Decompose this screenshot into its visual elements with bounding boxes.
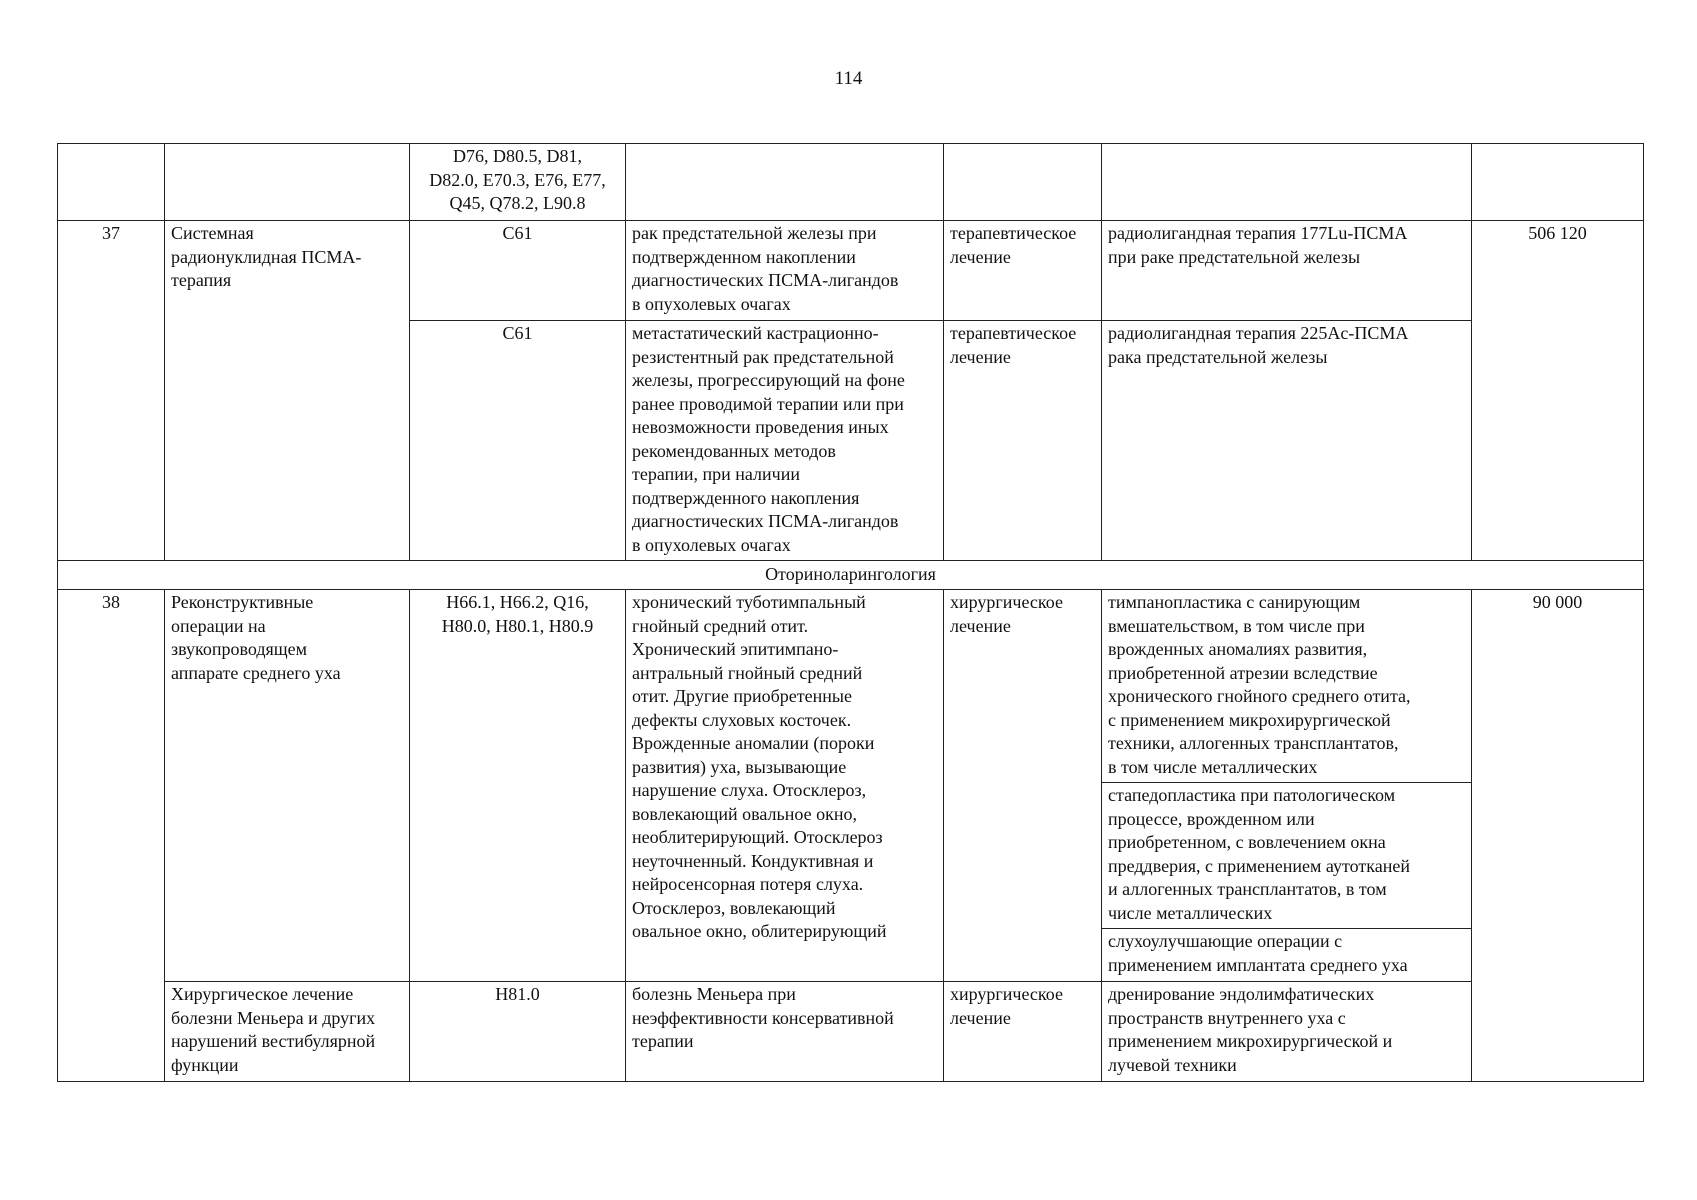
text-line: D76, D80.5, D81, — [453, 146, 582, 166]
table-row-continuation — [58, 144, 1644, 221]
text-line: антральный гнойный средний — [632, 662, 863, 683]
text-line: болезни Меньера и других — [171, 1007, 376, 1028]
text-line: отит. Другие приобретенные — [632, 686, 852, 706]
cell-name — [165, 590, 410, 982]
text-line: радионуклидная ПСМА- — [171, 246, 362, 267]
cell-method — [1102, 590, 1472, 783]
text-line: техники, аллогенных трансплантатов, — [1108, 733, 1399, 753]
text-line: лечение — [950, 246, 1011, 267]
cell-diagnosis — [626, 321, 944, 561]
text-line: хронический туботимпальный — [632, 592, 866, 612]
cell-codes: C61 — [410, 221, 626, 321]
text-line: процессе, врожденном или — [1108, 808, 1315, 829]
cell-method — [1102, 221, 1472, 321]
text-line: диагностических ПСМА-лигандов — [632, 511, 899, 531]
cell-number: 37 — [58, 221, 165, 561]
text-line: метастатический кастрационно- — [632, 323, 879, 343]
text-line: ранее проводимой терапии или при — [632, 393, 904, 414]
cell-diagnosis — [626, 982, 944, 1082]
cell-diagnosis — [626, 221, 944, 321]
text-line: Хронический эпитимпано- — [632, 639, 839, 659]
cell-price: 90 000 — [1472, 590, 1644, 1082]
text-line: дренирование эндолимфатических — [1108, 984, 1375, 1004]
text-line: аппарате среднего уха — [171, 662, 341, 683]
text-line: железы, прогрессирующий на фоне — [632, 370, 905, 390]
cell-name — [165, 144, 410, 221]
text-line: слухоулучшающие операции с — [1108, 931, 1343, 951]
text-line: Хирургическое лечение — [171, 984, 354, 1004]
services-table — [57, 143, 1644, 1082]
text-line: Q45, Q78.2, L90.8 — [449, 193, 586, 213]
text-line: нейросенсорная потеря слуха. — [632, 874, 864, 894]
text-line: терапия — [171, 270, 232, 290]
text-line: функции — [171, 1054, 239, 1075]
text-line: с применением микрохирургической — [1108, 709, 1391, 730]
text-line: операции на — [171, 615, 266, 636]
text-line: H80.0, H80.1, H80.9 — [441, 615, 594, 636]
text-line: лечение — [950, 346, 1011, 367]
text-line: H66.1, H66.2, Q16, — [446, 592, 589, 612]
text-line: врожденных аномалиях развития, — [1108, 639, 1368, 659]
text-line: дефекты слуховых косточек. — [632, 709, 852, 730]
section-title: Оториноларингология — [58, 561, 1644, 590]
text-line: терапии, при наличии — [632, 464, 800, 484]
section-row — [58, 561, 1644, 590]
text-line: лечение — [950, 615, 1011, 636]
cell-treatment-type — [944, 982, 1102, 1082]
text-line: необлитерирующий. Отосклероз — [632, 827, 883, 847]
text-line: терапевтическое — [950, 223, 1077, 243]
text-line: радиолигандная терапия 177Lu-ПСМА — [1108, 223, 1408, 243]
cell-method — [1102, 783, 1472, 929]
text-line: неэффективности консервативной — [632, 1007, 894, 1028]
text-line: хирургическое — [950, 592, 1063, 612]
cell-method — [1102, 321, 1472, 561]
cell-treatment-type — [944, 144, 1102, 221]
text-line: преддверия, с применением аутотканей — [1108, 855, 1410, 876]
cell-price — [1472, 144, 1644, 221]
cell-name — [165, 221, 410, 561]
cell-diagnosis — [626, 144, 944, 221]
text-line: в том числе металлических — [1108, 756, 1318, 777]
text-line: применением имплантата среднего уха — [1108, 954, 1408, 975]
text-line: резистентный рак предстательной — [632, 346, 894, 367]
text-line: приобретенном, с вовлечением окна — [1108, 832, 1386, 852]
text-line: развития) уха, вызывающие — [632, 756, 847, 777]
cell-number: 38 — [58, 590, 165, 1082]
text-line: в опухолевых очагах — [632, 293, 791, 314]
text-line: Системная — [171, 223, 254, 243]
text-line: Отосклероз, вовлекающий — [632, 897, 836, 918]
text-line: нарушение слуха. Отосклероз, — [632, 780, 867, 800]
cell-codes: H81.0 — [410, 982, 626, 1082]
text-line: при раке предстательной железы — [1108, 246, 1361, 267]
page-number: 114 — [834, 68, 863, 89]
table-row-38-meniere — [58, 982, 1644, 1082]
cell-codes — [410, 590, 626, 982]
table-row-37 — [58, 221, 1644, 321]
cell-method — [1102, 144, 1472, 221]
text-line: применением микрохирургической и — [1108, 1031, 1393, 1051]
text-line: болезнь Меньера при — [632, 984, 796, 1004]
cell-treatment-type — [944, 221, 1102, 321]
cell-treatment-type — [944, 321, 1102, 561]
text-line: хирургическое — [950, 984, 1063, 1004]
text-line: приобретенной атрезии вследствие — [1108, 662, 1378, 683]
text-line: рекомендованных методов — [632, 440, 836, 461]
text-line: диагностических ПСМА-лигандов — [632, 270, 899, 290]
text-line: хронического гнойного среднего отита, — [1108, 686, 1411, 706]
text-line: и аллогенных трансплантатов, в том — [1108, 879, 1387, 899]
text-line: пространств внутреннего уха с — [1108, 1007, 1346, 1028]
text-line: стапедопластика при патологическом — [1108, 785, 1396, 805]
text-line: подтвержденном накоплении — [632, 246, 856, 267]
text-line: вовлекающий овальное окно, — [632, 803, 857, 824]
text-line: подтвержденного накопления — [632, 487, 860, 508]
text-line: вмешательством, в том числе при — [1108, 615, 1365, 636]
text-line: радиолигандная терапия 225Ac-ПСМА — [1108, 323, 1409, 343]
cell-treatment-type — [944, 590, 1102, 982]
text-line: числе металлических — [1108, 902, 1273, 923]
cell-number — [58, 144, 165, 221]
table-row-38 — [58, 590, 1644, 783]
text-line: лучевой техники — [1108, 1054, 1237, 1075]
text-line: терапевтическое — [950, 323, 1077, 343]
text-line: звукопроводящем — [171, 639, 307, 659]
text-line: овальное окно, облитерирующий — [632, 921, 887, 941]
cell-method — [1102, 982, 1472, 1082]
text-line: Реконструктивные — [171, 592, 314, 612]
cell-diagnosis — [626, 590, 944, 982]
cell-name — [165, 982, 410, 1082]
cell-codes: C61 — [410, 321, 626, 561]
text-line: в опухолевых очагах — [632, 534, 791, 555]
text-line: Врожденные аномалии (пороки — [632, 733, 875, 753]
text-line: лечение — [950, 1007, 1011, 1028]
text-line: неуточненный. Кондуктивная и — [632, 850, 874, 871]
text-line: D82.0, E70.3, E76, E77, — [429, 169, 606, 190]
text-line: нарушений вестибулярной — [171, 1031, 376, 1051]
cell-method — [1102, 929, 1472, 982]
text-line: терапии — [632, 1031, 694, 1051]
cell-codes — [410, 144, 626, 221]
text-line: гнойный средний отит. — [632, 615, 809, 636]
text-line: рака предстательной железы — [1108, 346, 1328, 367]
text-line: тимпанопластика с санирующим — [1108, 592, 1361, 612]
cell-price: 506 120 — [1472, 221, 1644, 561]
text-line: невозможности проведения иных — [632, 417, 889, 437]
text-line: рак предстательной железы при — [632, 223, 877, 243]
